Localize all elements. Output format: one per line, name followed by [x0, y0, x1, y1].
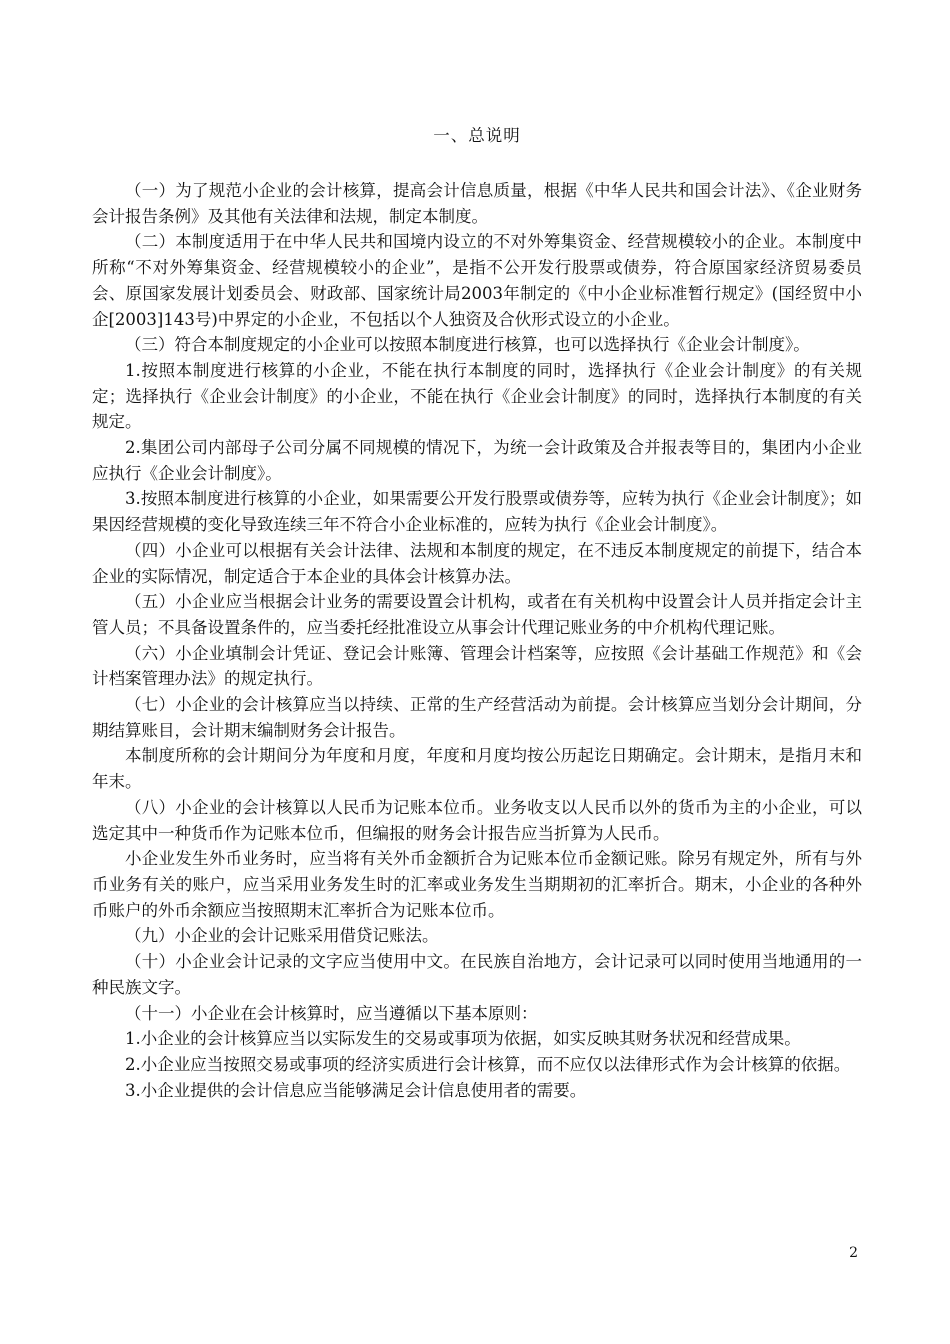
paragraph: （一）为了规范小企业的会计核算，提高会计信息质量，根据《中华人民共和国会计法》、《企业财务会计报告条例》及其他有关法律和法规，制定本制度。	[92, 181, 862, 226]
paragraph: 2.集团公司内部母子公司分属不同规模的情况下，为统一会计政策及合并报表等目的，集团内小企业应执行《企业会计制度》。	[92, 438, 862, 483]
paragraph: （二）本制度适用于在中华人民共和国境内设立的不对外筹集资金、经营规模较小的企业。本制度中所称“不对外筹集资金、经营规模较小的企业”，是指不公开发行股票或债券，符合原国家经济贸易委员会、原国家发展计划委员会、财政部、国家统计局2003年制定的《中小企业标准暂行规定》(国经贸中小企[2003]143号)中界定的小企业，不包括以个人独资及合伙形式设立的小企业。	[92, 232, 862, 329]
section-title: 一、总说明	[433, 126, 521, 145]
paragraph: 小企业发生外币业务时，应当将有关外币金额折合为记账本位币金额记账。除另有规定外，所有与外币业务有关的账户，应当采用业务发生时的汇率或业务发生当期期初的汇率折合。期末，小企业的各种外币账户的外币余额应当按照期末汇率折合为记账本位币。	[92, 849, 862, 920]
paragraph: （八）小企业的会计核算以人民币为记账本位币。业务收支以人民币以外的货币为主的小企业，可以选定其中一种货币作为记账本位币，但编报的财务会计报告应当折算为人民币。	[92, 797, 862, 843]
paragraph: （四）小企业可以根据有关会计法律、法规和本制度的规定，在不违反本制度规定的前提下，结合本企业的实际情况，制定适合于本企业的具体会计核算办法。	[92, 540, 862, 586]
paragraph: （六）小企业填制会计凭证、登记会计账簿、管理会计档案等，应按照《会计基础工作规范》和《会计档案管理办法》的规定执行。	[92, 643, 862, 689]
paragraph: 3.按照本制度进行核算的小企业，如果需要公开发行股票或债券等，应转为执行《企业会计制度》；如果因经营规模的变化导致连续三年不符合小企业标准的，应转为执行《企业会计制度》。	[92, 489, 862, 535]
paragraph: （五）小企业应当根据会计业务的需要设置会计机构，或者在有关机构中设置会计人员并指定会计主管人员；不具备设置条件的，应当委托经批准设立从事会计代理记账业务的中介机构代理记账。	[92, 592, 862, 637]
document-body	[92, 178, 862, 1103]
paragraph: （十一）小企业在会计核算时，应当遵循以下基本原则：	[125, 1003, 538, 1023]
paragraph: 1.小企业的会计核算应当以实际发生的交易或事项为依据，如实反映其财务状况和经营成果。	[125, 1029, 801, 1049]
paragraph: 1.按照本制度进行核算的小企业，不能在执行本制度的同时，选择执行《企业会计制度》的有关规定；选择执行《企业会计制度》的小企业，不能在执行《企业会计制度》的同时，选择执行本制度的有关规定。	[92, 360, 862, 432]
paragraph: 3.小企业提供的会计信息应当能够满足会计信息使用者的需要。	[125, 1080, 587, 1100]
paragraph: 本制度所称的会计期间分为年度和月度，年度和月度均按公历起讫日期确定。会计期末，是指月末和年末。	[92, 746, 862, 792]
paragraph: （三）符合本制度规定的小企业可以按照本制度进行核算，也可以选择执行《企业会计制度》。	[125, 335, 810, 355]
paragraph: （十）小企业会计记录的文字应当使用中文。在民族自治地方，会计记录可以同时使用当地通用的一种民族文字。	[92, 952, 862, 997]
paragraph: （九）小企业的会计记账采用借贷记账法。	[125, 926, 439, 946]
paragraph: （七）小企业的会计核算应当以持续、正常的生产经营活动为前提。会计核算应当划分会计期间，分期结算账目，会计期末编制财务会计报告。	[92, 695, 862, 740]
paragraph: 2.小企业应当按照交易或事项的经济实质进行会计核算，而不应仅以法律形式作为会计核算的依据。	[125, 1054, 851, 1074]
document-page	[92, 124, 862, 1103]
page-number: 2	[849, 1245, 858, 1261]
